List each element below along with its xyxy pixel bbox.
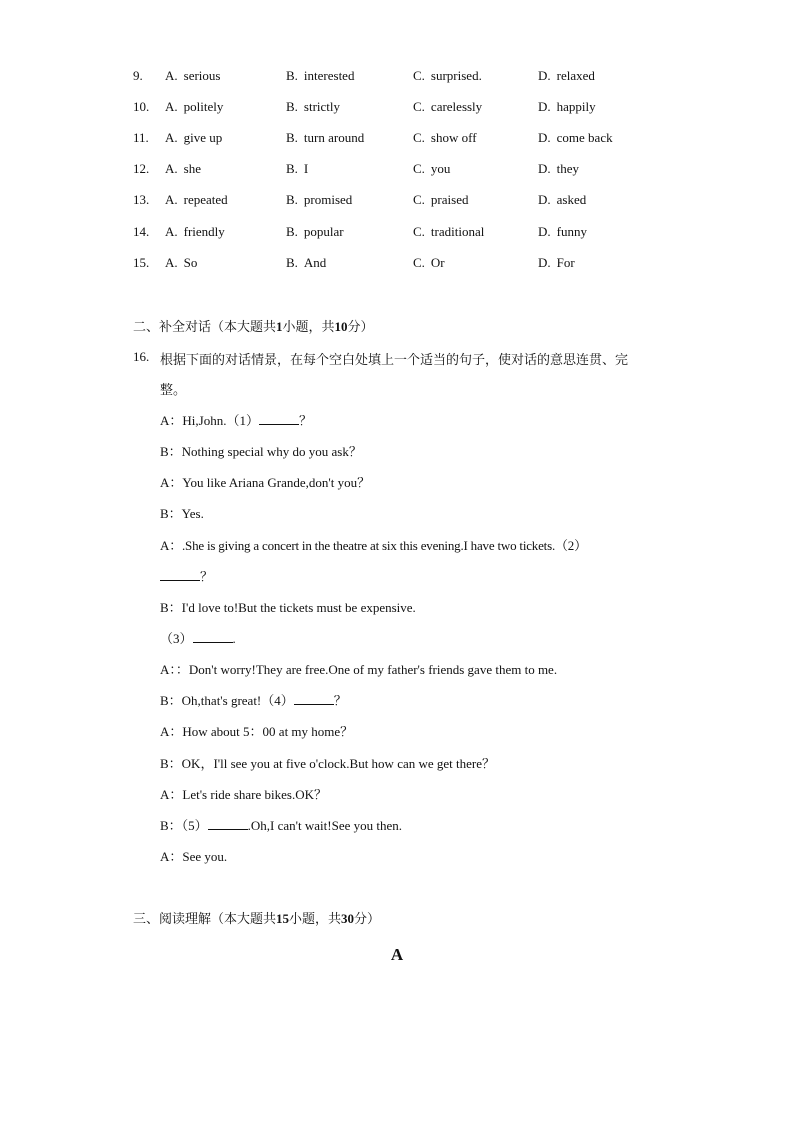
option-d: D. come back — [538, 130, 613, 145]
answer-blank[interactable] — [294, 691, 334, 705]
question-number: 14. — [133, 224, 150, 239]
dialogue-line: （3） . — [160, 631, 236, 646]
option-a: A. she — [165, 161, 201, 176]
option-a: A. friendly — [165, 224, 225, 239]
option-d: D. relaxed — [538, 68, 595, 83]
option-b: B. popular — [286, 224, 344, 239]
question-number: 15. — [133, 255, 150, 270]
option-d: D. happily — [538, 99, 596, 114]
option-a: A. repeated — [165, 192, 228, 207]
question-number: 11. — [133, 130, 149, 145]
mcq-row — [0, 97, 794, 117]
option-d: D. asked — [538, 192, 587, 207]
option-b: B. I — [286, 161, 309, 176]
mcq-row — [0, 222, 794, 242]
option-a: A. politely — [165, 99, 224, 114]
answer-blank[interactable] — [259, 411, 299, 425]
option-c: C. you — [413, 161, 451, 176]
question-number: 12. — [133, 161, 150, 176]
answer-blank[interactable] — [193, 629, 233, 643]
question-number: 9. — [133, 68, 143, 83]
dialogue-line: B：Nothing special why do you ask？ — [160, 444, 362, 459]
dialogue-line: B：Yes. — [160, 506, 204, 521]
mcq-row — [0, 253, 794, 273]
section-heading: 三、阅读理解（本大题共15小题，共30分） — [133, 911, 381, 926]
dialogue-line: A：You like Ariana Grande,don't you？ — [160, 475, 371, 490]
option-c: C. Or — [413, 255, 445, 270]
option-b: B. And — [286, 255, 327, 270]
section-heading: 二、补全对话（本大题共1小题，共10分） — [133, 319, 374, 334]
dialogue-line: B：OK，I'll see you at five o'clock.But how can we get there？ — [160, 756, 496, 771]
mcq-row — [0, 159, 794, 179]
question-number: 13. — [133, 192, 150, 207]
option-d: D. they — [538, 161, 580, 176]
instruction-line-2: 整。 — [160, 382, 187, 397]
mcq-row — [0, 66, 794, 86]
dialogue-line: A：See you. — [160, 849, 228, 864]
dialogue-line: A：：Don't worry!They are free.One of my father's friends gave them to me. — [160, 662, 558, 677]
answer-blank[interactable] — [160, 567, 200, 581]
option-a: A. serious — [165, 68, 221, 83]
mcq-row — [0, 128, 794, 148]
passage-title: A — [390, 945, 404, 964]
option-b: B. strictly — [286, 99, 341, 114]
option-b: B. turn around — [286, 130, 365, 145]
dialogue-line: B：（5） .Oh,I can't wait!See you then. — [160, 818, 402, 833]
dialogue-line: A：.She is giving a concert in the theatre at six this evening.I have two tickets.（2） — [160, 538, 587, 553]
option-c: C. traditional — [413, 224, 485, 239]
option-b: B. interested — [286, 68, 355, 83]
option-c: C. surprised. — [413, 68, 482, 83]
dialogue-line: A：How about 5：00 at my home？ — [160, 724, 354, 739]
option-c: C. carelessly — [413, 99, 483, 114]
option-d: D. For — [538, 255, 575, 270]
option-c: C. show off — [413, 130, 477, 145]
question-number: 16. — [133, 349, 150, 364]
instruction-line-1: 根据下面的对话情景，在每个空白处填上一个适当的句子，使对话的意思连贯、完 — [160, 352, 629, 367]
option-d: D. funny — [538, 224, 587, 239]
option-b: B. promised — [286, 192, 353, 207]
dialogue-line: A：Hi,John.（1） ？ — [160, 413, 312, 428]
answer-blank[interactable] — [208, 816, 248, 830]
option-a: A. So — [165, 255, 198, 270]
dialogue-line: A：Let's ride share bikes.OK？ — [160, 787, 327, 802]
dialogue-line: ？ — [160, 566, 213, 585]
dialogue-line: B：I'd love to!But the tickets must be expensive. — [160, 600, 416, 615]
option-c: C. praised — [413, 192, 469, 207]
dialogue-line: B：Oh,that's great!（4） ？ — [160, 693, 347, 708]
option-a: A. give up — [165, 130, 223, 145]
question-number: 10. — [133, 99, 150, 114]
mcq-row — [0, 190, 794, 210]
